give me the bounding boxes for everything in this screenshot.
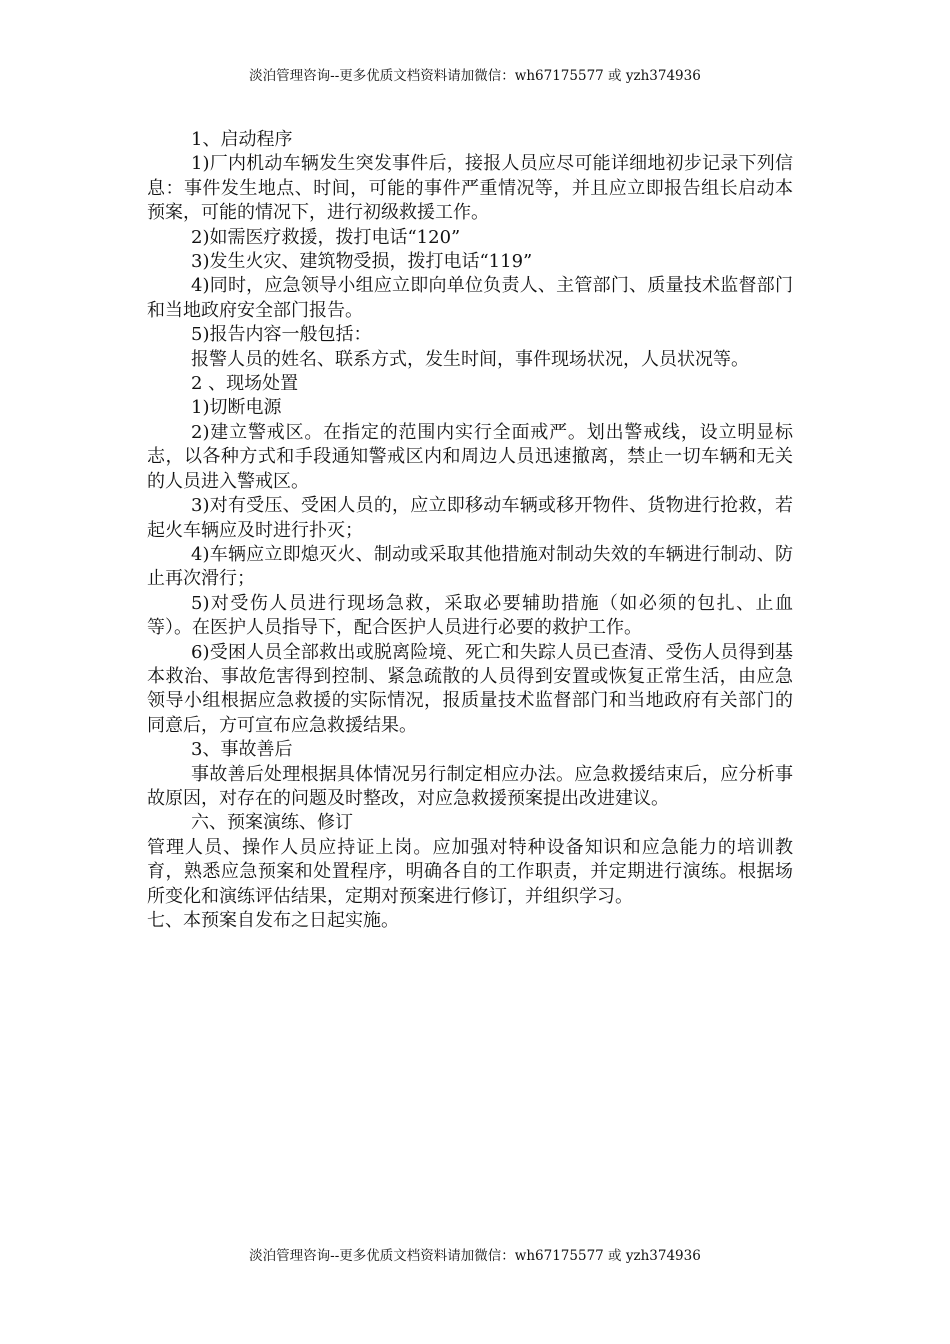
paragraph: 4)同时，应急领导小组应立即向单位负责人、主管部门、质量技术监督部门和当地政府安全部门报告。 [147, 275, 793, 321]
section-heading-startup: 1、启动程序 [191, 129, 293, 150]
section-heading-effective: 七、本预案自发布之日起实施。 [147, 910, 399, 931]
paragraph: 2)建立警戒区。在指定的范围内实行全面戒严。划出警戒线，设立明显标志，以各种方式和手段通知警戒区内和周边人员迅速撤离，禁止一切车辆和无关的人员进入警戒区。 [147, 421, 793, 492]
paragraph: 3)发生火灾、建筑物受损，拨打电话“119” [191, 251, 533, 273]
document-body [147, 128, 793, 933]
paragraph: 6)受困人员全部救出或脱离险境、死亡和失踪人员已查清、受伤人员得到基本救治、事故危害得到控制、紧急疏散的人员得到安置或恢复正常生活，由应急领导小组根据应急救援的实际情况，报质量技术监督部门和当地政府有关部门的同意后，方可宣布应急救援结果。 [147, 641, 793, 736]
paragraph: 2)如需医疗救援，拨打电话“120” [191, 226, 461, 248]
page-header-watermark: 淡泊管理咨询--更多优质文档资料请加微信：wh67175577 或 yzh374936 [249, 68, 701, 84]
section-heading-aftermath: 3、事故善后 [191, 739, 293, 761]
paragraph: 1)厂内机动车辆发生突发事件后，接报人员应尽可能详细地初步记录下列信息：事件发生地点、时间，可能的事件严重情况等，并且应立即报告组长启动本预案，可能的情况下，进行初级救援工作。 [147, 153, 793, 224]
paragraph: 管理人员、操作人员应持证上岗。应加强对特种设备知识和应急能力的培训教育，熟悉应急预案和处置程序，明确各自的工作职责，并定期进行演练。根据场所变化和演练评估结果，定期对预案进行修订，并组织学习。 [147, 836, 793, 907]
section-heading-drills: 六、预案演练、修订 [191, 812, 353, 834]
paragraph: 5)对受伤人员进行现场急救，采取必要辅助措施（如必须的包扎、止血等）。在医护人员指导下，配合医护人员进行必要的救护工作。 [147, 592, 793, 639]
paragraph: 4)车辆应立即熄灭火、制动或采取其他措施对制动失效的车辆进行制动、防止再次滑行； [147, 543, 793, 590]
paragraph: 1)切断电源 [191, 397, 282, 419]
paragraph: 报警人员的姓名、联系方式，发生时间，事件现场状况，人员状况等。 [191, 348, 749, 370]
paragraph: 事故善后处理根据具体情况另行制定相应办法。应急救援结束后，应分析事故原因，对存在的问题及时整改，对应急救援预案提出改进建议。 [147, 763, 793, 809]
section-heading-onsite: 2 、现场处置 [191, 373, 299, 395]
page-footer-watermark: 淡泊管理咨询--更多优质文档资料请加微信：wh67175577 或 yzh374936 [249, 1248, 701, 1264]
paragraph: 5)报告内容一般包括： [191, 324, 372, 346]
paragraph: 3)对有受压、受困人员的，应立即移动车辆或移开物件、货物进行抢救，若起火车辆应及时进行扑灭； [147, 495, 793, 541]
